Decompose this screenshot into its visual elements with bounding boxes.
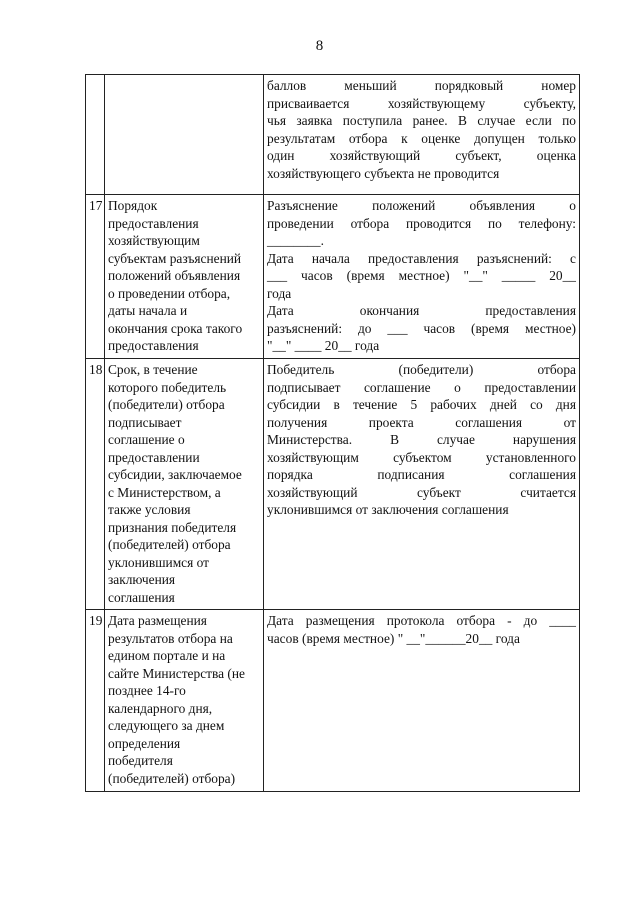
text-line: хозяйствующий субъект считается [267,484,576,500]
text-line: часов (время местное) " __"______20__ года [267,630,520,646]
text-line: Дата размещения [108,613,207,628]
text-line: позднее 14-го [108,683,186,698]
text-line: следующего за днем [108,718,225,733]
text-line: предоставления [108,215,199,231]
text-line: года [267,285,292,301]
text-line: ________. [267,233,324,248]
text-line: Дата окончания предоставления [267,303,576,318]
text-line: уклонившимся от [108,554,210,570]
text-line: чья заявка поступила ранее. В случае если по [267,113,576,128]
text-line: также условия [108,502,191,517]
text-line: определения [108,735,181,751]
text-line: Победитель (победители) отбора [267,362,576,377]
text-line: баллов меньший порядковый номер [267,78,576,93]
text-line: которого победитель [108,379,227,395]
row-title [105,359,264,610]
text-line: подписывает соглашение о предоставлении [267,379,576,395]
text-line: подписывает [108,414,182,430]
text-line: Министерства. В случае нарушения [267,432,576,447]
text-line: хозяйствующего субъекта не проводится [267,165,500,181]
row-number: 17 [86,195,105,359]
text-line: сайте Министерства (не [108,665,245,681]
text-line: Порядок [108,198,158,213]
text-line: хозяйствующим субъектом установленного [267,449,576,465]
document-table [85,74,580,792]
row-title [105,195,264,359]
row-title [105,610,264,792]
text-line: хозяйствующим [108,233,200,248]
text-line: (победителей) отбора [108,537,231,552]
table-row [86,610,580,792]
text-line: результатам отбора к оценке допущен только [267,130,576,146]
row-number: 19 [86,610,105,792]
text-line: победителя [108,753,173,768]
text-line: уклонившимся от заключения соглашения [267,502,509,517]
text-line: о проведении отбора, [108,285,231,301]
text-line: календарного дня, [108,700,213,716]
text-line: окончания срока такого [108,320,243,336]
text-line: соглашение о [108,432,185,447]
text-line: разъяснений: до ___ часов (время местное) [267,320,576,336]
row-title [105,75,264,195]
text-line: Разъяснение положений объявления о [267,198,576,213]
text-line: соглашения [108,589,175,605]
text-line: едином портале и на [108,648,226,663]
row-number: 18 [86,359,105,610]
text-line: предоставления [108,338,199,353]
text-line: предоставлении [108,449,200,465]
text-line: субсидии в течение 5 рабочих дней со дня [267,397,576,412]
text-line: субъектам разъяснений [108,250,242,266]
table-row [86,359,580,610]
text-line: Срок, в течение [108,362,198,377]
text-line: заключения [108,572,176,587]
page-number: 8 [315,38,324,54]
row-description [264,75,580,195]
text-line: порядка подписания соглашения [267,467,576,482]
text-line: с Министерством, а [108,484,221,500]
text-line: признания победителя [108,519,237,535]
row-description [264,610,580,792]
text-line: получения проекта соглашения от [267,414,576,430]
row-description [264,359,580,610]
text-line: Дата начала предоставления разъяснений: с [267,250,576,266]
table-row [86,195,580,359]
text-line: положений объявления [108,268,241,283]
text-line: (победителей) отбора) [108,770,236,786]
table-row [86,75,580,195]
row-number [86,75,105,195]
row-description [264,195,580,359]
text-line: присваивается хозяйствующему субъекту, [267,95,576,111]
text-line: "__" ____ 20__ года [267,338,380,353]
text-line: Дата размещения протокола отбора - до ____ [267,613,576,628]
text-line: один хозяйствующий субъект, оценка [267,148,576,163]
text-line: проведении отбора проводится по телефону: [267,215,576,231]
text-line: субсидии, заключаемое [108,467,242,482]
text-line: даты начала и [108,303,188,318]
text-line: ___ часов (время местное) "__" _____ 20__ [267,268,576,283]
text-line: результатов отбора на [108,630,233,646]
text-line: (победители) отбора [108,397,225,412]
